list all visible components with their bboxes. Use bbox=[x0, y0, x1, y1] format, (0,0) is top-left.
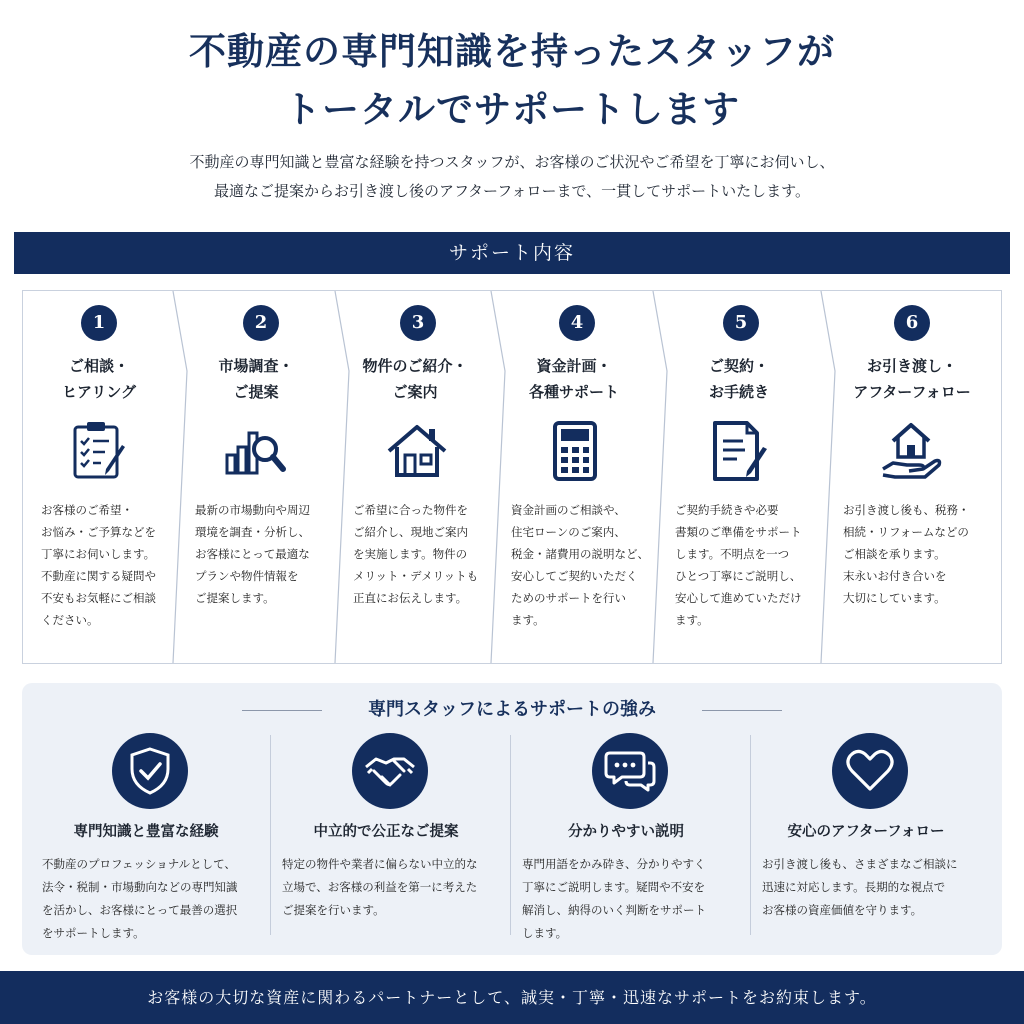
strengths-panel bbox=[22, 683, 1002, 955]
strength-description: 不動産のプロフェッショナルとして、 法令・税制・市場動向などの専門知識 を活かし、お客様にとって最善の選択 をサポートします。 bbox=[42, 857, 238, 940]
step-number-badge: 1 bbox=[81, 305, 117, 341]
step-card-3 bbox=[337, 291, 493, 663]
house-hand-icon bbox=[879, 419, 943, 483]
divider bbox=[702, 710, 782, 711]
step-number-badge: 5 bbox=[723, 305, 759, 341]
footer-banner: お客様の大切な資産に関わるパートナーとして、誠実・丁寧・迅速なサポートをお約束します。 bbox=[0, 971, 1024, 1024]
strength-description: お引き渡し後も、さまざまなご相談に 迅速に対応します。長期的な視点で お客様の資産価値を守ります。 bbox=[762, 857, 958, 917]
step-title: ご契約・ お手続き bbox=[708, 357, 769, 401]
step-number-badge: 4 bbox=[559, 305, 595, 341]
title-line-1: 不動産の専門知識を持ったスタッフが bbox=[189, 29, 835, 73]
strength-icon-circle bbox=[112, 733, 188, 809]
step-description: ご契約手続きや必要 書類のご準備をサポート します。不明点を一つ ひとつ丁寧にご説明し、 安心して進めていただけ ます。 bbox=[675, 503, 802, 627]
clipboard-checklist-icon bbox=[67, 419, 131, 483]
step-title: お引き渡し・ アフターフォロー bbox=[853, 357, 971, 401]
step-description: お引き渡し後も、税務・ 相続・リフォームなどの ご相談を承ります。 末永いお付き合いを 大切にしています。 bbox=[843, 503, 970, 605]
strength-icon-circle bbox=[352, 733, 428, 809]
heart-icon bbox=[832, 733, 908, 809]
lead-line-1: 不動産の専門知識と豊富な経験を持つスタッフが、お客様のご状況やご希望を丁寧にお伺いし、 bbox=[189, 153, 835, 171]
lead-line-2: 最適なご提案からお引き渡し後のアフターフォローまで、一貫してサポートいたします。 bbox=[214, 182, 810, 200]
strength-description: 専門用語をかみ砕き、分かりやすく 丁寧にご説明します。疑問や不安を 解消し、納得のいく判断をサポート します。 bbox=[522, 857, 706, 940]
strength-title: 中立的で公正なご提案 bbox=[313, 824, 459, 840]
step-title: 資金計画・ 各種サポート bbox=[528, 357, 619, 401]
step-number-badge: 2 bbox=[243, 305, 279, 341]
step-description: 資金計画のご相談や、 住宅ローンのご案内、 税金・諸費用の説明など、 安心してご契約いただく ためのサポートを行い ます。 bbox=[511, 503, 649, 627]
chat-bubbles-icon bbox=[592, 733, 668, 809]
handshake-icon bbox=[352, 733, 428, 809]
lead-text bbox=[0, 148, 1024, 206]
strength-item-3 bbox=[506, 733, 746, 939]
step-title: 物件のご紹介・ ご案内 bbox=[362, 357, 468, 401]
step-description: お客様のご希望・ お悩み・ご予算などを 丁寧にお伺いします。 不動産に関する疑問や 不安もお気軽にご相談 ください。 bbox=[41, 503, 156, 627]
house-icon bbox=[385, 419, 449, 483]
step-number-badge: 6 bbox=[894, 305, 930, 341]
shield-check-icon bbox=[112, 733, 188, 809]
step-description: ご希望に合った物件を ご紹介し、現地ご案内 を実施します。物件の メリット・デメリットも 正直にお伝えします。 bbox=[353, 503, 479, 605]
step-card-4 bbox=[493, 291, 655, 663]
strength-item-4 bbox=[746, 733, 986, 939]
step-card-2 bbox=[175, 291, 337, 663]
strengths-title: 専門スタッフによるサポートの強み bbox=[368, 699, 656, 720]
chart-magnifier-icon bbox=[223, 419, 287, 483]
strength-title: 専門知識と豊富な経験 bbox=[73, 824, 219, 840]
strength-item-2 bbox=[266, 733, 506, 939]
strength-title: 分かりやすい説明 bbox=[568, 824, 684, 840]
contract-pen-icon bbox=[707, 419, 771, 483]
strength-icon-circle bbox=[832, 733, 908, 809]
strength-description: 特定の物件や業者に偏らない中立的な 立場で、お客様の利益を第一に考えた ご提案を行います。 bbox=[282, 857, 478, 917]
step-card-6 bbox=[823, 291, 1001, 663]
support-steps bbox=[22, 290, 1002, 664]
title-line-2: トータルでサポートします bbox=[284, 87, 740, 131]
step-title: 市場調査・ ご提案 bbox=[218, 357, 294, 401]
page-title bbox=[0, 22, 1024, 138]
step-description: 最新の市場動向や周辺 環境を調査・分析し、 お客様にとって最適な プランや物件情報を ご提案します。 bbox=[195, 503, 310, 605]
support-section-band: サポート内容 bbox=[14, 232, 1010, 274]
strength-item-1 bbox=[26, 733, 266, 939]
strength-title: 安心のアフターフォロー bbox=[787, 824, 945, 840]
step-number-badge: 3 bbox=[400, 305, 436, 341]
calculator-icon bbox=[543, 419, 607, 483]
step-title: ご相談・ ヒアリング bbox=[61, 357, 137, 401]
step-card-5 bbox=[655, 291, 823, 663]
strength-icon-circle bbox=[592, 733, 668, 809]
step-card-1 bbox=[23, 291, 175, 663]
